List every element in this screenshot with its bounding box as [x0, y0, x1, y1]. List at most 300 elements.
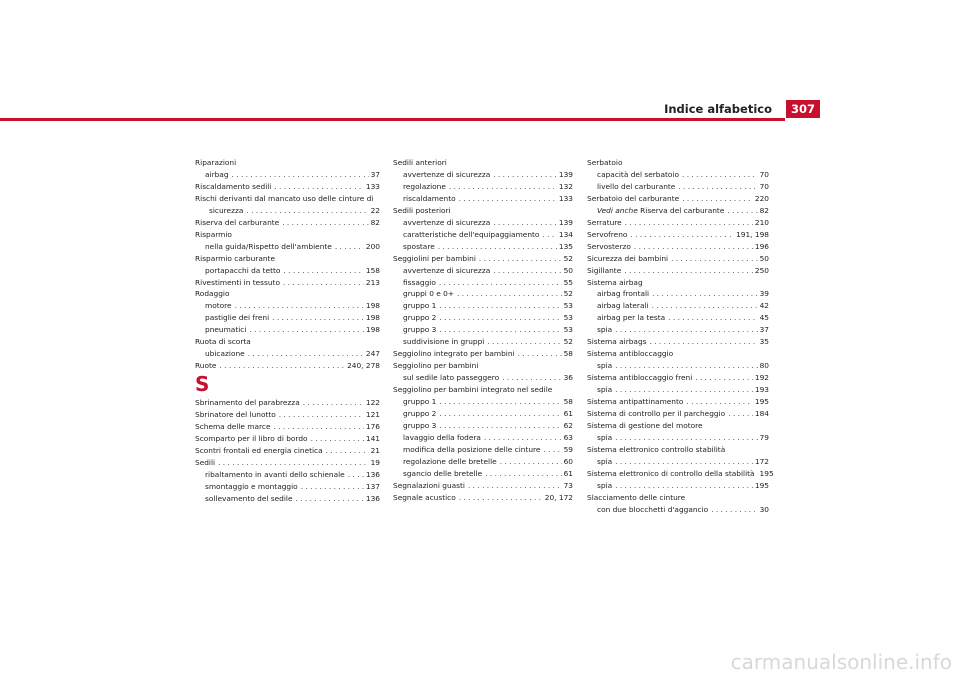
entry-label: spia — [597, 480, 613, 490]
entry-label: Sbrinatore del lunotto — [195, 410, 276, 420]
dot-leader — [246, 205, 368, 217]
page-reference: 58 — [563, 349, 573, 359]
dot-leader — [650, 336, 758, 348]
page-reference: 58 — [563, 397, 573, 407]
page-reference: 136 — [365, 469, 380, 479]
index-heading-sistema-elettronico-controllo-stabilit — [587, 444, 769, 456]
index-entry-fissaggio — [393, 277, 573, 289]
index-entry-gruppo-1 — [393, 300, 573, 312]
index-entry-spia — [587, 456, 769, 468]
index-heading-seggiolino-per-bambini-integrato-nel-sed — [393, 384, 573, 396]
page-reference: 139 — [558, 217, 573, 227]
dot-leader — [615, 360, 757, 372]
entry-label: avvertenze di sicurezza — [403, 169, 491, 179]
dot-leader — [671, 253, 757, 265]
entry-label: Riscaldamento sedili — [195, 181, 272, 191]
page-reference: 30 — [759, 504, 769, 514]
entry-label: Segnalazioni guasti — [393, 480, 465, 490]
dot-leader — [348, 469, 364, 481]
index-heading-rodaggio — [195, 288, 380, 300]
index-entry-gruppi-0-e-0 — [393, 288, 573, 300]
dot-leader — [439, 420, 561, 432]
index-entry-capacit-del-serbatoio — [587, 169, 769, 181]
page-reference: 193 — [754, 385, 769, 395]
entry-label: ubicazione — [205, 349, 245, 359]
entry-label: Segnale acustico — [393, 492, 456, 502]
index-entry-seggiolino-integrato-per-bambini — [393, 348, 573, 360]
index-heading-ruota-di-scorta — [195, 336, 380, 348]
dot-leader — [518, 348, 562, 360]
index-entry-airbag-frontali — [587, 288, 769, 300]
dot-leader — [301, 481, 364, 493]
page-reference: 37 — [370, 169, 380, 179]
index-entry-sgancio-delle-bretelle — [393, 468, 573, 480]
index-entry-serbatoio-del-carburante — [587, 193, 769, 205]
index-entry-avvertenze-di-sicurezza — [393, 217, 573, 229]
index-entry-sbrinatore-del-lunotto — [195, 409, 380, 421]
index-entry-serrature — [587, 217, 769, 229]
dot-leader — [668, 312, 757, 324]
dot-leader — [686, 396, 752, 408]
entry-label: con due blocchetti d'aggancio — [597, 504, 709, 514]
dot-leader — [479, 253, 562, 265]
index-entry-sigillante — [587, 265, 769, 277]
dot-leader — [457, 288, 562, 300]
index-entry-avvertenze-di-sicurezza — [393, 169, 573, 181]
index-entry-smontaggio-e-montaggio — [195, 481, 380, 493]
page-reference: 200 — [365, 241, 380, 251]
entry-label: Servofreno — [587, 229, 628, 239]
index-entry-spia — [587, 360, 769, 372]
index-entry-airbag-laterali — [587, 300, 769, 312]
page-reference: 192 — [754, 373, 769, 383]
dot-leader — [235, 300, 364, 312]
dot-leader — [283, 265, 363, 277]
index-entry-riserva-del-carburante — [587, 205, 769, 217]
entry-label: nella guida/Rispetto dell'ambiente — [205, 241, 332, 251]
index-entry-spia — [587, 384, 769, 396]
entry-label: spia — [597, 385, 613, 395]
entry-label: Ruote — [195, 361, 217, 371]
entry-label: gruppo 2 — [403, 409, 437, 419]
index-column-1 — [195, 157, 380, 505]
dot-leader — [248, 348, 364, 360]
page-reference: 220 — [754, 193, 769, 203]
dot-leader — [625, 217, 753, 229]
page-reference: 52 — [563, 253, 573, 263]
index-entry-nella-guida-rispetto-dell-ambiente — [195, 241, 380, 253]
entry-label: spia — [597, 456, 613, 466]
entry-label: fissaggio — [403, 277, 436, 287]
entry-label: modifica della posizione delle cinture — [403, 444, 541, 454]
page-reference: 121 — [365, 410, 380, 420]
index-entry-sistema-elettronico-di-controllo-della-s — [587, 468, 774, 480]
page-reference: 82 — [759, 205, 769, 215]
entry-label: Sistema elettronico controllo stabilità — [587, 444, 726, 454]
dot-leader — [487, 336, 561, 348]
page-reference: 70 — [759, 169, 769, 179]
dot-leader — [543, 444, 561, 456]
entry-label: Sigillante — [587, 265, 622, 275]
dot-leader — [283, 277, 364, 289]
dot-leader — [439, 408, 561, 420]
page-reference: 50 — [759, 253, 769, 263]
index-entry-gruppo-3 — [393, 324, 573, 336]
entry-label: Schema delle marce — [195, 422, 271, 432]
page-reference: 195 — [754, 397, 769, 407]
entry-label: Sistema antibloccaggio — [587, 349, 674, 359]
index-entry-segnalazioni-guasti — [393, 480, 573, 492]
dot-leader — [459, 492, 543, 504]
page-reference: 247 — [365, 349, 380, 359]
entry-label: spia — [597, 325, 613, 335]
page-number-badge: 307 — [786, 100, 820, 118]
entry-label: avvertenze di sicurezza — [403, 265, 491, 275]
dot-leader — [678, 181, 757, 193]
entry-label: Seggiolini per bambini — [393, 253, 476, 263]
dot-leader — [484, 432, 562, 444]
entry-label: pastiglie dei freni — [205, 313, 270, 323]
index-entry-modifica-della-posizione-delle-cinture — [393, 444, 573, 456]
index-entry-airbag — [195, 169, 380, 181]
entry-label: Seggiolino per bambini integrato nel sedile — [393, 385, 553, 395]
dot-leader — [682, 193, 753, 205]
page-reference: 60 — [563, 456, 573, 466]
entry-label: Risparmio — [195, 229, 232, 239]
index-heading-risparmio-carburante — [195, 253, 380, 265]
index-entry-servofreno — [587, 229, 769, 241]
entry-label: caratteristiche dell'equipaggiamento — [403, 229, 540, 239]
entry-label: Risparmio carburante — [195, 253, 275, 263]
page-reference: 45 — [759, 313, 769, 323]
index-entry-riscaldamento-sedili — [195, 181, 380, 193]
dot-leader — [485, 468, 561, 480]
entry-label: Seggiolino per bambini — [393, 361, 479, 371]
see-also-label: Vedi anche — [597, 205, 638, 215]
index-heading-sedili-anteriori — [393, 157, 573, 169]
page-reference: 53 — [563, 325, 573, 335]
index-entry-scomparto-per-il-libro-di-bordo — [195, 433, 380, 445]
index-entry-sollevamento-del-sedile — [195, 493, 380, 505]
entry-label: gruppi 0 e 0+ — [403, 289, 455, 299]
index-heading-riparazioni — [195, 157, 380, 169]
entry-label: Sbrinamento del parabrezza — [195, 398, 300, 408]
index-entry-spostare — [393, 241, 573, 253]
page-reference: 213 — [365, 277, 380, 287]
dot-leader — [630, 229, 734, 241]
index-heading-serbatoio — [587, 157, 769, 169]
index-entry-sul-sedile-lato-passeggero — [393, 372, 573, 384]
page-reference: 61 — [563, 468, 573, 478]
dot-leader — [468, 480, 562, 492]
dot-leader — [500, 456, 562, 468]
dot-leader — [439, 312, 561, 324]
page-reference: 53 — [563, 313, 573, 323]
entry-label: ribaltamento in avanti dello schienale — [205, 469, 345, 479]
index-entry-spia — [587, 324, 769, 336]
entry-label: suddivisione in gruppi — [403, 337, 485, 347]
dot-leader — [624, 265, 753, 277]
dot-leader — [615, 324, 757, 336]
dot-leader — [459, 193, 557, 205]
index-entry-sicurezza — [195, 205, 380, 217]
page-reference: 59 — [563, 444, 573, 454]
dot-leader — [439, 300, 561, 312]
entry-label: airbag laterali — [597, 301, 649, 311]
dot-leader — [219, 360, 345, 372]
page-reference: 136 — [365, 493, 380, 503]
index-entry-livello-del-carburante — [587, 181, 769, 193]
dot-leader — [335, 241, 364, 253]
page-reference: 184 — [754, 409, 769, 419]
entry-label: sicurezza — [209, 205, 244, 215]
page-reference: 195 — [754, 480, 769, 490]
index-entry-pneumatici — [195, 324, 380, 336]
index-entry-ubicazione — [195, 348, 380, 360]
dot-leader — [682, 169, 758, 181]
page-reference: 134 — [558, 229, 573, 239]
entry-label: Rodaggio — [195, 289, 230, 299]
index-entry-suddivisione-in-gruppi — [393, 336, 573, 348]
index-entry-regolazione — [393, 181, 573, 193]
page-reference: 135 — [558, 241, 573, 251]
index-entry-seggiolini-per-bambini — [393, 253, 573, 265]
dot-leader — [326, 445, 369, 457]
page-reference: 198 — [365, 325, 380, 335]
page-reference: 79 — [759, 432, 769, 442]
dot-leader — [493, 169, 557, 181]
dot-leader — [615, 456, 753, 468]
entry-label: avvertenze di sicurezza — [403, 217, 491, 227]
dot-leader — [615, 384, 753, 396]
entry-label: Sistema antipattinamento — [587, 397, 684, 407]
page-reference: 172 — [754, 456, 769, 466]
page-reference: 210 — [754, 217, 769, 227]
page-reference: 52 — [563, 337, 573, 347]
index-letter-heading: S — [195, 372, 210, 397]
index-heading-risparmio — [195, 229, 380, 241]
page-reference: 50 — [563, 265, 573, 275]
entry-label: Serbatoio — [587, 158, 623, 167]
entry-label: sgancio delle bretelle — [403, 468, 483, 478]
dot-leader — [542, 229, 556, 241]
index-entry-spia — [587, 480, 769, 492]
watermark: carmanualsonline.info — [730, 650, 952, 674]
index-entry-sistema-airbags — [587, 336, 769, 348]
dot-leader — [652, 288, 757, 300]
page-reference: 62 — [563, 420, 573, 430]
entry-label: airbag per la testa — [597, 313, 666, 323]
dot-leader — [728, 408, 753, 420]
dot-leader — [296, 493, 364, 505]
page-reference: 133 — [558, 193, 573, 203]
dot-leader — [727, 205, 757, 217]
dot-leader — [218, 457, 369, 469]
entry-label: Sistema di controllo per il parcheggio — [587, 409, 726, 419]
index-entry-regolazione-delle-bretelle — [393, 456, 573, 468]
dot-leader — [615, 480, 753, 492]
index-entry-ribaltamento-in-avanti-dello-schienale — [195, 469, 380, 481]
page-reference: 139 — [558, 169, 573, 179]
index-column-3 — [587, 157, 774, 516]
page-reference: 158 — [365, 265, 380, 275]
entry-label: airbag frontali — [597, 289, 650, 299]
dot-leader — [652, 300, 758, 312]
page-title: Indice alfabetico — [664, 102, 772, 116]
index-entry-sedili — [195, 457, 380, 469]
index-entry-rivestimenti-in-tessuto — [195, 277, 380, 289]
dot-leader — [279, 409, 364, 421]
entry-label: Seggiolino integrato per bambini — [393, 349, 515, 359]
dot-leader — [695, 372, 753, 384]
page-reference: 198 — [365, 301, 380, 311]
entry-label: Serbatoio del carburante — [587, 193, 680, 203]
entry-label: airbag — [205, 169, 229, 179]
entry-label: Sistema airbags — [587, 337, 647, 347]
entry-label: motore — [205, 301, 232, 311]
index-entry-sbrinamento-del-parabrezza — [195, 397, 380, 409]
entry-label: regolazione delle bretelle — [403, 456, 497, 466]
index-entry-sistema-di-controllo-per-il-parcheggio — [587, 408, 769, 420]
entry-label: riscaldamento — [403, 193, 456, 203]
entry-label: gruppo 3 — [403, 420, 437, 430]
entry-label: regolazione — [403, 181, 446, 191]
dot-leader — [493, 217, 557, 229]
page-reference: 137 — [365, 481, 380, 491]
page-reference: 70 — [759, 181, 769, 191]
page-reference: 37 — [759, 325, 769, 335]
entry-label: Ruota di scorta — [195, 337, 251, 347]
entry-label: spia — [597, 361, 613, 371]
index-entry-ruote — [195, 360, 380, 372]
entry-label: capacità del serbatoio — [597, 169, 679, 179]
index-entry-airbag-per-la-testa — [587, 312, 769, 324]
page-reference: 35 — [759, 337, 769, 347]
dot-leader — [493, 265, 561, 277]
index-heading-seggiolino-per-bambini — [393, 360, 573, 372]
page-reference: 196 — [754, 241, 769, 251]
entry-label: Sedili posteriori — [393, 205, 451, 215]
entry-label: Sistema airbag — [587, 277, 643, 287]
dot-leader — [439, 396, 561, 408]
entry-label: Riserva del carburante — [640, 205, 725, 215]
page-reference: 61 — [563, 409, 573, 419]
page-reference: 20, 172 — [544, 492, 573, 502]
index-entry-lavaggio-della-fodera — [393, 432, 573, 444]
index-entry-motore — [195, 300, 380, 312]
entry-label: gruppo 1 — [403, 301, 437, 311]
page-reference: 53 — [563, 301, 573, 311]
page-reference: 122 — [365, 398, 380, 408]
page-reference: 191, 198 — [736, 229, 769, 239]
page-reference: 36 — [563, 373, 573, 383]
page-reference: 133 — [365, 181, 380, 191]
entry-label: Scontri frontali ed energia cinetica — [195, 445, 323, 455]
dot-leader — [502, 372, 561, 384]
entry-label: spostare — [403, 241, 435, 251]
dot-leader — [711, 504, 757, 516]
entry-label: Sedili anteriori — [393, 158, 447, 167]
index-heading-sistema-antibloccaggio — [587, 348, 769, 360]
dot-leader — [311, 433, 364, 445]
entry-label: gruppo 1 — [403, 397, 437, 407]
header-rule — [0, 118, 785, 121]
dot-leader — [272, 312, 364, 324]
page-reference: 82 — [370, 217, 380, 227]
page-reference: 52 — [563, 289, 573, 299]
entry-label: Riparazioni — [195, 158, 237, 167]
dot-leader — [439, 277, 562, 289]
entry-label: gruppo 3 — [403, 325, 437, 335]
index-entry-pastiglie-dei-freni — [195, 312, 380, 324]
dot-leader — [634, 241, 753, 253]
index-entry-con-due-blocchetti-d-aggancio — [587, 504, 769, 516]
page-reference: 42 — [759, 301, 769, 311]
entry-label: livello del carburante — [597, 181, 676, 191]
index-entry-spia — [587, 432, 769, 444]
entry-label: Slacciamento delle cinture — [587, 492, 686, 502]
page-reference: 198 — [365, 313, 380, 323]
index-entry-caratteristiche-dell-equipaggiamento — [393, 229, 573, 241]
entry-label: Sedili — [195, 457, 216, 467]
page-reference: 240, 278 — [347, 361, 380, 371]
entry-label: gruppo 2 — [403, 313, 437, 323]
index-heading-sistema-airbag — [587, 277, 769, 289]
index-entry-gruppo-2 — [393, 312, 573, 324]
page-reference: 63 — [563, 432, 573, 442]
index-entry-schema-delle-marce — [195, 421, 380, 433]
page-reference: 80 — [759, 361, 769, 371]
index-heading-sedili-posteriori — [393, 205, 573, 217]
entry-label: Scomparto per il libro di bordo — [195, 434, 308, 444]
page-reference: 19 — [370, 457, 380, 467]
dot-leader — [282, 217, 368, 229]
dot-leader — [274, 421, 364, 433]
index-heading-sistema-di-gestione-del-motore — [587, 420, 769, 432]
page-reference: 22 — [370, 205, 380, 215]
entry-label: Sistema antibloccaggio freni — [587, 373, 693, 383]
index-entry-servosterzo — [587, 241, 769, 253]
index-entry-gruppo-3 — [393, 420, 573, 432]
entry-label: lavaggio della fodera — [403, 432, 481, 442]
page-reference: 141 — [365, 434, 380, 444]
dot-leader — [449, 181, 557, 193]
entry-label: Sistema di gestione del motore — [587, 420, 703, 430]
index-entry-avvertenze-di-sicurezza — [393, 265, 573, 277]
page-reference: 250 — [754, 265, 769, 275]
entry-label: Sistema elettronico di controllo della stabilità — [587, 468, 755, 478]
dot-leader — [615, 432, 757, 444]
index-entry-scontri-frontali-ed-energia-cinetica — [195, 445, 380, 457]
index-heading-rischi-derivanti-dal-mancato-uso-delle-c — [195, 193, 380, 205]
page-reference: 132 — [558, 181, 573, 191]
entry-label: spia — [597, 432, 613, 442]
dot-leader — [438, 241, 557, 253]
entry-label: portapacchi da tetto — [205, 265, 281, 275]
dot-leader — [274, 181, 364, 193]
index-heading-slacciamento-delle-cinture — [587, 492, 769, 504]
dot-leader — [232, 169, 369, 181]
entry-label: Serrature — [587, 217, 622, 227]
index-column-2 — [393, 157, 573, 504]
page-reference: 73 — [563, 480, 573, 490]
page-reference: 55 — [563, 277, 573, 287]
index-entry-riserva-del-carburante — [195, 217, 380, 229]
index-entry-segnale-acustico — [393, 492, 573, 504]
entry-label: Rischi derivanti dal mancato uso delle cinture di — [195, 193, 374, 203]
entry-label: Sicurezza dei bambini — [587, 253, 669, 263]
entry-label: sollevamento del sedile — [205, 493, 293, 503]
